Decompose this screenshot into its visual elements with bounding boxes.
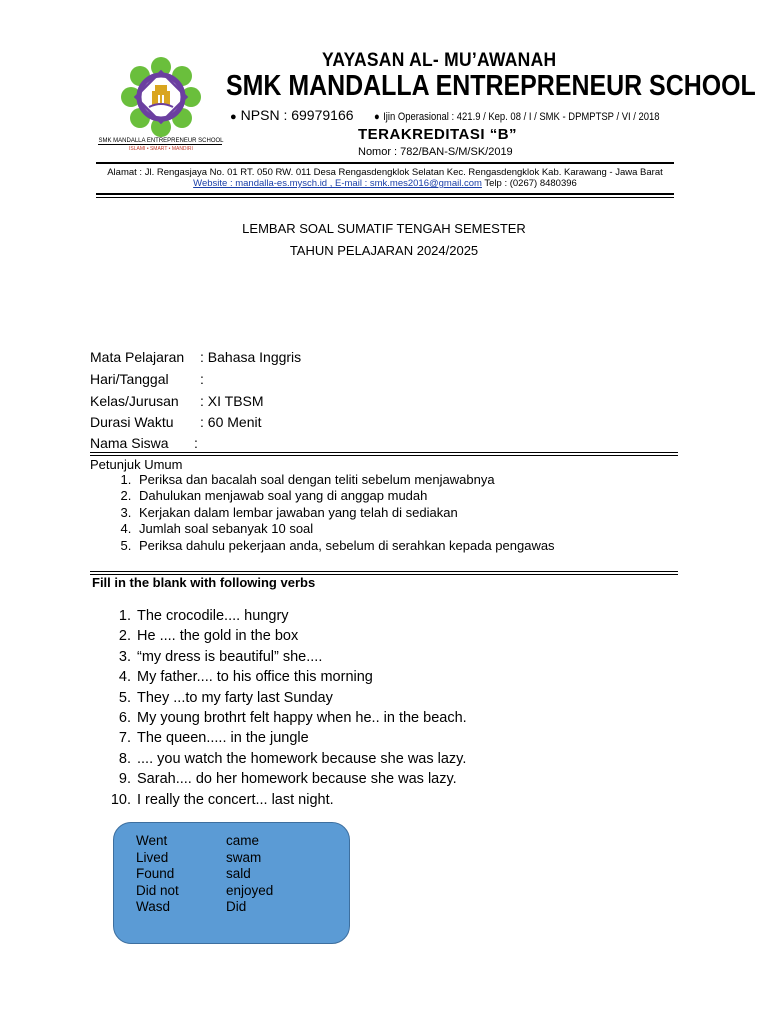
word-bank-item: came bbox=[226, 833, 260, 848]
bullet-icon: ● bbox=[230, 111, 237, 123]
website-link[interactable]: Website : mandalla-es.mysch.id bbox=[193, 178, 328, 189]
word-bank-item: swam bbox=[226, 849, 262, 865]
word-bank-item: Went bbox=[136, 833, 168, 848]
info-label: Nama Siswa bbox=[90, 435, 169, 451]
document-subtitle: TAHUN PELAJARAN 2024/2025 bbox=[289, 243, 479, 258]
school-logo bbox=[96, 50, 226, 150]
question-item: 3. “my dress is beautiful” she.... bbox=[135, 647, 467, 667]
divider-line bbox=[90, 455, 678, 456]
instructions-list bbox=[90, 472, 555, 554]
logo-motto: ISLAMI • SMART • MANDIRI bbox=[129, 146, 193, 152]
info-value: : XI TBSM bbox=[200, 393, 264, 409]
divider-line bbox=[90, 571, 678, 572]
word-bank-item: Lived bbox=[136, 849, 169, 865]
info-row-subject bbox=[90, 349, 301, 365]
word-bank-item: Wasd bbox=[136, 899, 171, 914]
logo-emblem-icon bbox=[96, 50, 226, 145]
info-label: Durasi Waktu bbox=[90, 414, 174, 430]
question-item: 8. .... you watch the homework because she was lazy. bbox=[135, 749, 467, 769]
questions-list bbox=[90, 606, 467, 810]
question-item: 9. Sarah.... do her homework because she was lazy. bbox=[135, 769, 467, 789]
word-bank-item: enjoyed bbox=[226, 882, 274, 898]
question-item: 4. My father.... to his office this morning bbox=[135, 667, 467, 687]
question-item: 5. They ...to my farty last Sunday bbox=[135, 688, 467, 708]
accreditation-number: Nomor : 782/BAN-S/M/SK/2019 bbox=[358, 146, 513, 158]
question-item: 1. The crocodile.... hungry bbox=[135, 606, 467, 626]
question-item: 10. I really the concert... last night. bbox=[135, 790, 467, 810]
info-row-duration bbox=[90, 414, 261, 430]
info-label: Mata Pelajaran bbox=[90, 349, 185, 365]
list-item: 2. Dahulukan menjawab soal yang di anggap mudah bbox=[135, 488, 555, 504]
divider-line bbox=[90, 452, 678, 453]
word-bank-item: Found bbox=[136, 866, 175, 881]
contact-separator: , bbox=[327, 178, 336, 189]
school-address: Alamat : Jl. Rengasjaya No. 01 RT. 050 RW. 011 Desa Rengasdengklok Selatan Kec. Rengasdengklok Kab. Karawang - Jawa Barat bbox=[107, 167, 663, 178]
list-item: 4. Jumlah soal sebanyak 10 soal bbox=[135, 521, 555, 537]
npsn-row bbox=[230, 107, 706, 125]
accreditation: TERAKREDITASI “B” bbox=[358, 126, 518, 143]
info-value: : bbox=[200, 371, 204, 387]
email-link[interactable]: E-mail : smk.mes2016@gmail.com bbox=[335, 178, 482, 189]
question-item: 2. He .... the gold in the box bbox=[135, 626, 467, 646]
list-item: 3. Kerjakan dalam lembar jawaban yang telah di sediakan bbox=[135, 505, 555, 521]
question-item: 7. The queen..... in the jungle bbox=[135, 728, 467, 748]
list-item: 1. Periksa dan bacalah soal dengan teliti sebelum menjawabnya bbox=[135, 472, 555, 488]
word-bank-item: sald bbox=[226, 866, 251, 881]
info-value: : Bahasa Inggris bbox=[200, 349, 302, 365]
contact-line bbox=[96, 178, 674, 189]
word-bank-column-1 bbox=[136, 833, 179, 916]
phone: Telp : (0267) 8480396 bbox=[481, 178, 577, 189]
info-label: Kelas/Jurusan bbox=[90, 393, 179, 409]
logo-caption: SMK MANDALLA ENTREPRENEUR SCHOOL bbox=[98, 138, 224, 144]
section-heading: Fill in the blank with following verbs bbox=[92, 575, 316, 590]
ijin-operasional: ● Ijin Operasional : 421.9 / Kep. 08 / I / SMK - DPMPTSP / VI / 2018 bbox=[373, 111, 660, 123]
list-item: 5. Periksa dahulu pekerjaan anda, sebelum di serahkan kepada pengawas bbox=[135, 538, 555, 554]
npsn: NPSN : 69979166 bbox=[240, 107, 354, 123]
logo-divider bbox=[98, 144, 222, 145]
bullet-icon: ● bbox=[373, 111, 380, 123]
info-label: Hari/Tanggal bbox=[90, 371, 169, 387]
header-double-rule-bottom bbox=[96, 197, 674, 198]
info-row-date bbox=[90, 371, 204, 387]
info-row-class bbox=[90, 393, 264, 409]
header-double-rule-top bbox=[96, 193, 674, 195]
info-value: : 60 Menit bbox=[200, 414, 262, 430]
info-row-name bbox=[90, 435, 198, 451]
school-name: SMK MANDALLA ENTREPRENEUR SCHOOL bbox=[226, 70, 756, 102]
document-title: LEMBAR SOAL SUMATIF TENGAH SEMESTER bbox=[242, 221, 526, 236]
question-item: 6. My young brothrt felt happy when he.. in the beach. bbox=[135, 708, 467, 728]
info-value: : bbox=[194, 435, 198, 451]
word-bank-column-2 bbox=[226, 833, 273, 916]
word-bank-item: Did bbox=[226, 899, 247, 914]
foundation-name: YAYASAN AL- MU’AWANAH bbox=[322, 50, 557, 71]
word-bank-item: Did not bbox=[136, 882, 179, 898]
instructions-heading: Petunjuk Umum bbox=[90, 457, 183, 472]
header-rule bbox=[96, 162, 674, 164]
